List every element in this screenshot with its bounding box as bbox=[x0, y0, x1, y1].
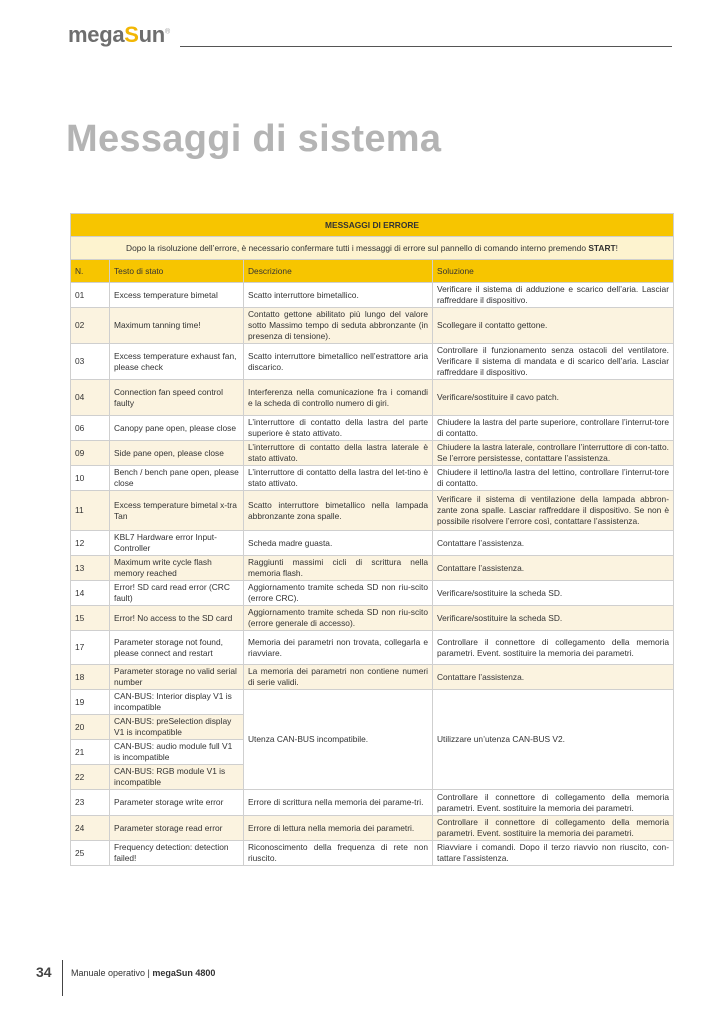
error-description: Scatto interruttore bimetallico nella lampada abbronzante zona spalle. bbox=[244, 491, 433, 531]
error-solution: Chiudere il lettino/la lastra del lettino, controllare l’interrut-tore di contatto. bbox=[433, 466, 674, 491]
error-solution: Verificare il sistema di adduzione e scarico dell’aria. Lasciar raffreddare il dispositivo. bbox=[433, 283, 674, 308]
error-number: 02 bbox=[71, 308, 110, 344]
error-description: L’interruttore di contatto della lastra laterale è stato attivato. bbox=[244, 441, 433, 466]
error-solution: Verificare/sostituire il cavo patch. bbox=[433, 380, 674, 416]
error-description: Contatto gettone abilitato più lungo del valore sotto Massimo tempo di seduta abbronzante (in presenza di tensione). bbox=[244, 308, 433, 344]
error-description: La memoria dei parametri non contiene numeri di serie validi. bbox=[244, 665, 433, 690]
error-solution: Controllare il funzionamento senza ostacoli del ventilatore. Verificare il sistema di mandata e di scarico dell’aria. Lasciar raffreddare il dispositivo. bbox=[433, 344, 674, 380]
error-number: 15 bbox=[71, 606, 110, 631]
status-text: CAN-BUS: RGB module V1 is incompatible bbox=[110, 765, 244, 790]
column-header-status: Testo di stato bbox=[110, 260, 244, 283]
error-solution: Riavviare i comandi. Dopo il terzo riavvio non riuscito, con-tattare l’assistenza. bbox=[433, 841, 674, 866]
error-description: Scatto interruttore bimetallico. bbox=[244, 283, 433, 308]
table-row bbox=[71, 283, 674, 308]
table-row bbox=[71, 556, 674, 581]
error-number: 12 bbox=[71, 531, 110, 556]
status-text: Parameter storage write error bbox=[110, 790, 244, 816]
error-description: Raggiunti massimi cicli di scrittura nella memoria flash. bbox=[244, 556, 433, 581]
status-text: Excess temperature exhaust fan, please check bbox=[110, 344, 244, 380]
error-number: 20 bbox=[71, 715, 110, 740]
column-header-description: Descrizione bbox=[244, 260, 433, 283]
error-number: 18 bbox=[71, 665, 110, 690]
error-number: 19 bbox=[71, 690, 110, 715]
error-description: Aggiornamento tramite scheda SD non riu-scito (errore generale di accesso). bbox=[244, 606, 433, 631]
table-row bbox=[71, 665, 674, 690]
error-solution: Contattare l’assistenza. bbox=[433, 531, 674, 556]
table-row bbox=[71, 491, 674, 531]
column-header-number: N. bbox=[71, 260, 110, 283]
status-text: Error! No access to the SD card bbox=[110, 606, 244, 631]
error-description: Errore di lettura nella memoria dei parametri. bbox=[244, 816, 433, 841]
table-note-end: ! bbox=[615, 242, 618, 253]
error-number: 10 bbox=[71, 466, 110, 491]
error-description: Interferenza nella comunicazione fra i comandi e la scheda di controllo numero di giri. bbox=[244, 380, 433, 416]
table-row bbox=[71, 606, 674, 631]
megasun-logo bbox=[68, 22, 170, 48]
footer-label-text: Manuale operativo | bbox=[71, 968, 153, 978]
status-text: Maximum write cycle flash memory reached bbox=[110, 556, 244, 581]
error-number: 09 bbox=[71, 441, 110, 466]
error-number: 01 bbox=[71, 283, 110, 308]
error-number: 13 bbox=[71, 556, 110, 581]
status-text: Error! SD card read error (CRC fault) bbox=[110, 581, 244, 606]
logo-text-s: S bbox=[124, 22, 139, 47]
header-rule bbox=[180, 46, 672, 47]
table-note-text: Dopo la risoluzione dell’errore, è necessario confermare tutti i messaggi di errore sul pannello di comando interno premendo bbox=[126, 242, 589, 253]
error-description: Scheda madre guasta. bbox=[244, 531, 433, 556]
error-number: 23 bbox=[71, 790, 110, 816]
error-solution: Contattare l’assistenza. bbox=[433, 556, 674, 581]
table-row bbox=[71, 690, 674, 715]
error-number: 04 bbox=[71, 380, 110, 416]
error-description: Aggiornamento tramite scheda SD non riu-scito (errore CRC). bbox=[244, 581, 433, 606]
status-text: Parameter storage no valid serial number bbox=[110, 665, 244, 690]
table-row bbox=[71, 344, 674, 380]
error-solution: Controllare il connettore di collegamento della memoria parametri. Event. sostituire la memoria dei parametri. bbox=[433, 816, 674, 841]
error-solution: Scollegare il contatto gettone. bbox=[433, 308, 674, 344]
error-solution: Chiudere la lastra del parte superiore, controllare l’interrut-tore di contatto. bbox=[433, 416, 674, 441]
column-header-solution: Soluzione bbox=[433, 260, 674, 283]
status-text: Canopy pane open, please close bbox=[110, 416, 244, 441]
error-solution: Verificare/sostituire la scheda SD. bbox=[433, 606, 674, 631]
table-row bbox=[71, 466, 674, 491]
status-text: Excess temperature bimetal x-tra Tan bbox=[110, 491, 244, 531]
table-row bbox=[71, 816, 674, 841]
table-row bbox=[71, 631, 674, 665]
table-row bbox=[71, 581, 674, 606]
page-number: 34 bbox=[36, 964, 52, 980]
footer-product-name: megaSun 4800 bbox=[152, 968, 216, 978]
status-text: Excess temperature bimetal bbox=[110, 283, 244, 308]
error-description: Memoria dei parametri non trovata, collegarla e riavviare. bbox=[244, 631, 433, 665]
error-description: Errore di scrittura nella memoria dei parame-tri. bbox=[244, 790, 433, 816]
status-text: Parameter storage read error bbox=[110, 816, 244, 841]
error-number: 06 bbox=[71, 416, 110, 441]
table-row bbox=[71, 531, 674, 556]
error-number: 22 bbox=[71, 765, 110, 790]
error-number: 17 bbox=[71, 631, 110, 665]
logo-text-mega: mega bbox=[68, 22, 125, 47]
logo-registered-mark: ® bbox=[164, 28, 170, 36]
error-description: L’interruttore di contatto della lastra del parte superiore è stato attivato. bbox=[244, 416, 433, 441]
status-text: Maximum tanning time! bbox=[110, 308, 244, 344]
error-solution: Verificare/sostituire la scheda SD. bbox=[433, 581, 674, 606]
error-solution: Contattare l’assistenza. bbox=[433, 665, 674, 690]
error-solution: Verificare il sistema di ventilazione della lampada abbron-zante zona spalle. Lasciar raffreddare il dispositivo. Se non è possibile risolvere l’errore così, contattare l’assistenza. bbox=[433, 491, 674, 531]
table-row bbox=[71, 841, 674, 866]
footer-manual-label bbox=[71, 968, 215, 978]
status-text: CAN-BUS: audio module full V1 is incompatible bbox=[110, 740, 244, 765]
status-text: Frequency detection: detection failed! bbox=[110, 841, 244, 866]
table-note-start: START bbox=[588, 242, 616, 253]
error-number: 24 bbox=[71, 816, 110, 841]
error-number: 25 bbox=[71, 841, 110, 866]
page-title: Messaggi di sistema bbox=[66, 118, 442, 160]
error-solution: Controllare il connettore di collegamento della memoria parametri. Event. sostituire la memoria dei parametri. bbox=[433, 790, 674, 816]
table-row bbox=[71, 416, 674, 441]
error-description: L’interruttore di contatto della lastra del let-tino è stato attivato. bbox=[244, 466, 433, 491]
footer-rule bbox=[62, 960, 63, 996]
status-text: KBL7 Hardware error Input-Controller bbox=[110, 531, 244, 556]
error-number: 11 bbox=[71, 491, 110, 531]
table-row bbox=[71, 441, 674, 466]
error-solution: Controllare il connettore di collegamento della memoria parametri. Event. sostituire la memoria dei parametri. bbox=[433, 631, 674, 665]
error-number: 21 bbox=[71, 740, 110, 765]
canbus-description: Utenza CAN-BUS incompatibile. bbox=[244, 690, 433, 790]
status-text: Side pane open, please close bbox=[110, 441, 244, 466]
status-text: CAN-BUS: preSelection display V1 is incompatible bbox=[110, 715, 244, 740]
error-solution: Chiudere la lastra laterale, controllare l’interruttore di con-tatto. Se l’errore persistesse, contattare l’assistenza. bbox=[433, 441, 674, 466]
table-row bbox=[71, 790, 674, 816]
table-row bbox=[71, 380, 674, 416]
error-description: Scatto interruttore bimetallico nell’estrattore aria discarico. bbox=[244, 344, 433, 380]
table-row bbox=[71, 308, 674, 344]
error-messages-table bbox=[70, 213, 674, 866]
canbus-solution: Utilizzare un’utenza CAN-BUS V2. bbox=[433, 690, 674, 790]
error-description: Riconoscimento della frequenza di rete non riuscito. bbox=[244, 841, 433, 866]
status-text: Parameter storage not found, please connect and restart bbox=[110, 631, 244, 665]
table-note bbox=[71, 237, 674, 260]
table-caption: MESSAGGI DI ERRORE bbox=[71, 214, 674, 237]
error-number: 03 bbox=[71, 344, 110, 380]
status-text: Bench / bench pane open, please close bbox=[110, 466, 244, 491]
status-text: CAN-BUS: Interior display V1 is incompatible bbox=[110, 690, 244, 715]
error-number: 14 bbox=[71, 581, 110, 606]
logo-text-un: un bbox=[138, 22, 165, 47]
status-text: Connection fan speed control faulty bbox=[110, 380, 244, 416]
